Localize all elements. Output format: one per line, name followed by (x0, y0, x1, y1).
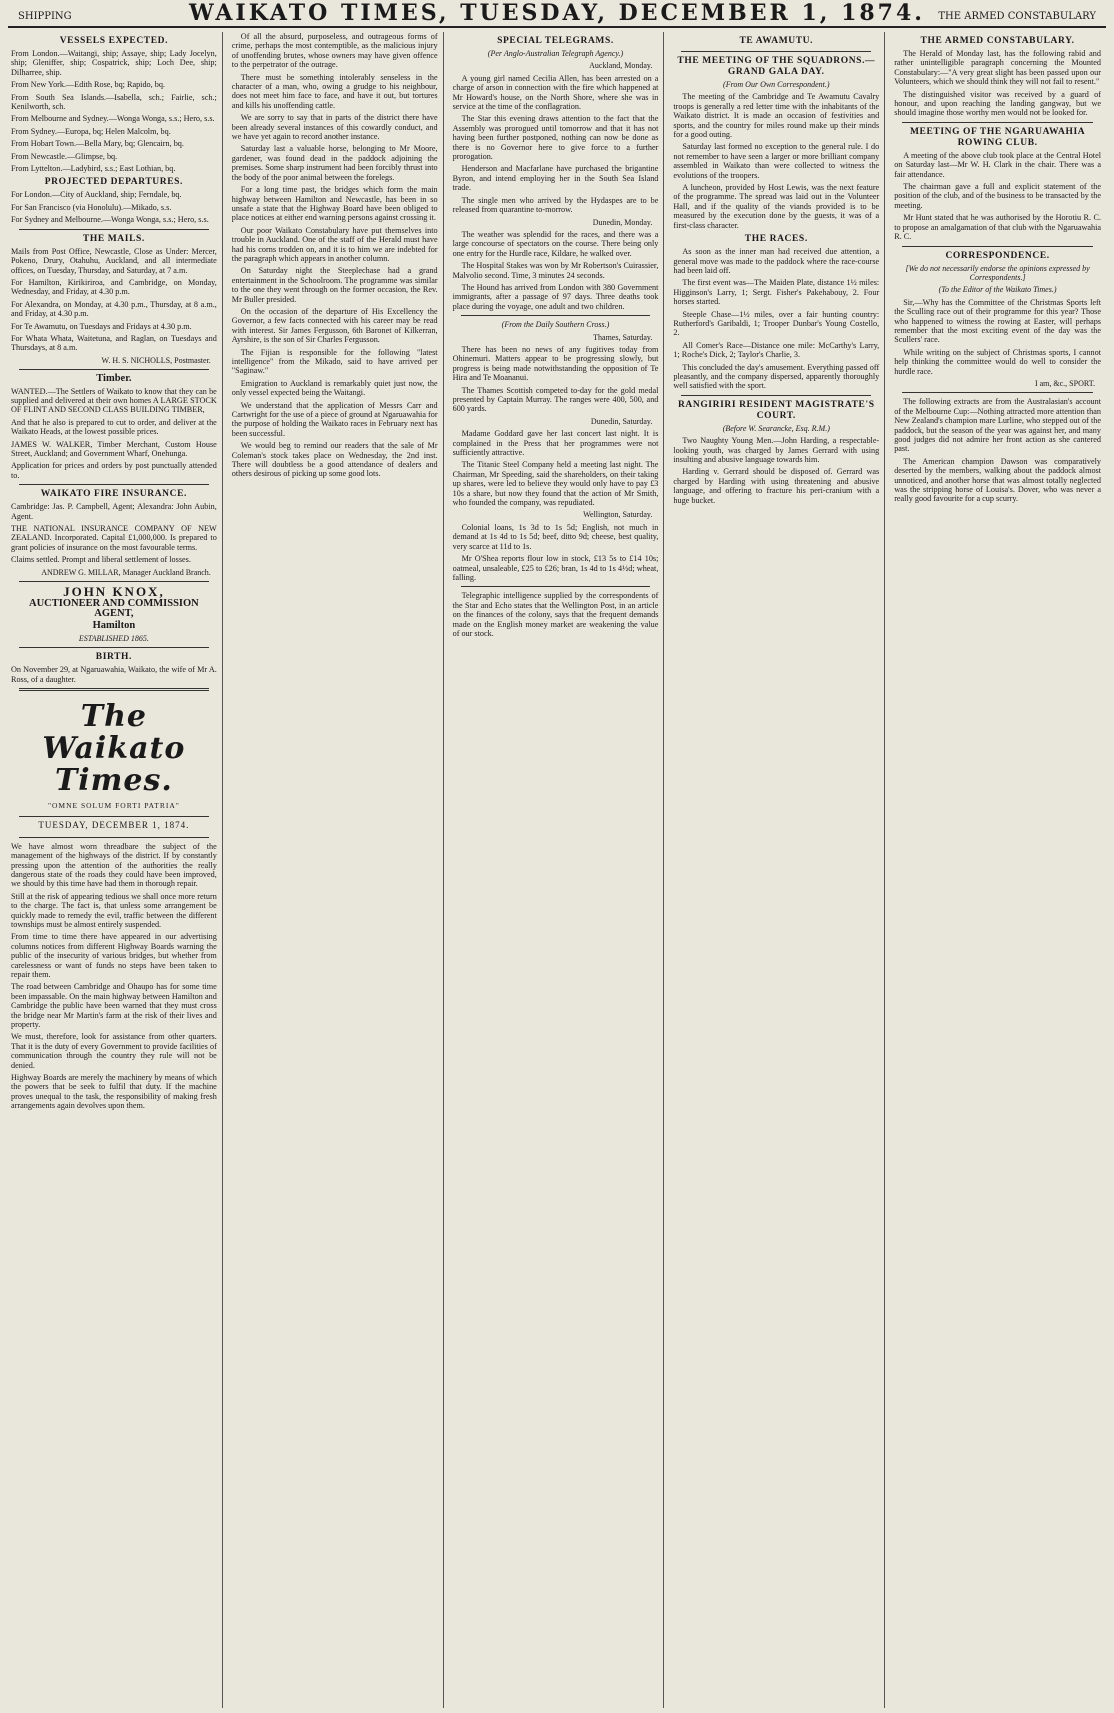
paragraph: For Alexandra, on Monday, at 4.30 p.m., Thursday, at 8 a.m., and Friday, at 4.30 p.m. (11, 299, 217, 319)
paragraph: From South Sea Islands.—Isabella, sch.; Fairlie, sch.; Kenilworth, sch. (11, 92, 217, 112)
dateline-dunedin-2: Dunedin, Saturday. (590, 416, 653, 426)
divider (19, 369, 209, 370)
meeting-report (673, 92, 879, 230)
paragraph: Madame Goddard gave her last concert last night. It is complained in the Press that her programmes were not sufficiently attractive. (452, 429, 659, 458)
paragraph: From time to time there have appeared in our advertising columns notices from different Highway Boards warning the public of the insecurity of various bridges, but whether from carelessness or want of funds no steps have been taken to repair them. (11, 932, 217, 979)
fire-ad (11, 502, 217, 564)
paragraph: Henderson and Macfarlane have purchased the brigantine Byron, and intend employing her in the South Sea Island trade. (452, 164, 659, 193)
paragraph: We must, therefore, look for assistance from other quarters. That it is the duty of every Government to provide facilities of communication through the country they rule will not be denied. (11, 1032, 217, 1070)
wellington-telegrams (453, 523, 659, 582)
paragraph: From Lyttelton.—Ladybird, s.s.; East Lothian, bq. (11, 164, 176, 174)
paragraph: For San Francisco (via Honolulu).—Mikado, s.s. (11, 202, 172, 212)
paragraph: A meeting of the above club took place at the Central Hotel on Saturday last—Mr W. H. Clark in the chair. There was a fair attendance. (894, 150, 1101, 179)
masthead (8, 0, 1106, 28)
constabulary-heading: THE ARMED CONSTABULARY. (920, 36, 1075, 46)
dateline-dunedin: Dunedin, Monday. (592, 217, 653, 227)
columns (8, 32, 1106, 1708)
correspondence-signature: I am, &c., SPORT. (1034, 378, 1095, 388)
knox-established: ESTABLISHED 1865. (78, 633, 149, 643)
paragraph: THE NATIONAL INSURANCE COMPANY OF NEW ZEALAND. Incorporated. Capital £1,000,000. Is prepared to grant policies of insurance on the most favourable terms. (11, 524, 217, 552)
paragraph: We are sorry to say that in parts of the district there have been already several instances of this cowardly conduct, and we have yet again to record another instance. (231, 113, 438, 142)
departures-heading: PROJECTED DEPARTURES. (44, 177, 184, 188)
divider (681, 51, 871, 52)
paragraph: Sir,—Why has the Committee of the Christmas Sports left the Sculling race out of their programme for this year? Those who happened to witness the rowing at Easter, will perhaps remember that the most exciting event of the day was the Scullers' race. (894, 297, 1101, 345)
divider (19, 837, 209, 838)
rowing-heading: MEETING OF THE NGARUAWAHIA ROWING CLUB. (909, 126, 1086, 148)
masthead-right: THE ARMED CONSTABULARY (938, 11, 1096, 22)
sale-notice: We would beg to remind our readers that the sale of Mr Coleman's stock takes place on Wednesday, the 2nd inst. There will doubtless be a good attendance of dealers and others desirous of picking up some good lots. (231, 441, 438, 479)
paragraph: Claims settled. Prompt and liberal settlement of losses. (11, 555, 191, 565)
timber-heading: Timber. (96, 373, 132, 385)
dunedin-telegrams (453, 230, 659, 280)
nameplate: The Waikato Times. (42, 698, 186, 798)
dateline-thames: Thames, Saturday. (593, 332, 653, 342)
paragraph: While writing on the subject of Christmas sports, I cannot help thinking the committee would do well to consider the hurdle race. (894, 347, 1101, 376)
paragraph: JAMES W. WALKER, Timber Merchant, Custom House Street, Auckland; and Government Wharf, Onehunga. (11, 439, 217, 458)
paragraph: From Melbourne and Sydney.—Wonga Wonga, s.s.; Hero, s.s. (11, 114, 215, 124)
leader-article (11, 842, 217, 1111)
knox-line: AUCTIONEER AND COMMISSION AGENT, (29, 598, 199, 619)
local-news (232, 32, 438, 438)
paragraph: A luncheon, provided by Host Lewis, was the next feature of the programme. The spread was laid out in the Volunteer Hall, and if the quality of the viands provided is to be measured by the execution done by the guests, it was of a first-class character. (673, 183, 880, 230)
paragraph: The Star this evening draws attention to the fact that the Assembly was prorogued until tomorrow and that it has not having been further postponed, nothing can now be done as there is no Governor here to give force to a further prorogation. (452, 114, 659, 162)
paragraph: Highway Boards are merely the machinery by means of which the powers that be seek to fulfil that duty. If the machine proves unequal to the task, the responsibility of making fresh arrangements again devolves upon them. (11, 1073, 217, 1111)
paragraph: Emigration to Auckland is remarkably quiet just now, the only vessel expected being the Waitangi. (231, 378, 438, 398)
divider (19, 816, 209, 817)
te-awamutu-heading: TE AWAMUTU. (739, 36, 814, 46)
divider (19, 484, 209, 485)
races-conclusion: This concluded the day's amusement. Everything passed off pleasantly, and the company dispersed, apparently thoroughly well satisfied with the sport. (673, 362, 880, 391)
paragraph: Cambridge: Jas. P. Campbell, Agent; Alexandra: John Aubin, Agent. (11, 502, 217, 521)
paragraph: Still at the risk of appearing tedious we shall once more return to the charge. The fact is, that unless some arrangement be quickly made to remedy the evil, traffic between the different townships must be almost entirely suspended. (11, 891, 217, 929)
paragraph: We have almost worn threadbare the subject of the management of the highways of the district. If by constantly pressing upon the attention of the authorities the really dangerous state of the roads they could have been improved, we should by this time have had them in thorough repair. (11, 841, 217, 889)
paragraph: There has been no news of any fugitives today from Ohinemuri. Matters appear to be progressing slowly, but progress is being made notwithstanding the opposition of Te Hira and Te Moananui. (452, 344, 659, 383)
paragraph: The meeting of the Cambridge and Te Awamutu Cavalry troops is generally a red letter time with the inhabitants of the Waikato district. It is made an occasion of festivities and sports, and the country for miles round make up their minds for a good outing. (673, 92, 880, 140)
paragraph: The road between Cambridge and Ohaupo has for some time been impassable. On the main highway between Hamilton and Cambridge the public have been warned that they must cross the bridge near Mr Martin's farm at the risk of their lives and property. (11, 982, 217, 1030)
mails-heading: THE MAILS. (82, 233, 145, 244)
departures-list (11, 190, 217, 224)
fire-signature: ANDREW G. MILLAR, Manager Auckland Branch. (41, 567, 211, 577)
auckland-telegrams (453, 74, 659, 215)
dateline-wellington: Wellington, Saturday. (583, 510, 653, 520)
paragraph: All Comer's Race—Distance one mile: McCarthy's Larry, 1; Roche's Dick, 2; Taylor's Charlie, 3. (673, 340, 880, 360)
dateline: TUESDAY, DECEMBER 1, 1874. (38, 820, 190, 831)
shipping-heading: VESSELS EXPECTED. (59, 36, 169, 46)
paragraph: Mr O'Shea reports flour low in stock, £13 5s to £14 10s; oatmeal, unsaleable, £25 to £26; bran, 1s 4d to 1s 4½d; wheat, falling. (452, 554, 659, 582)
paragraph: Harding v. Gerrard should be disposed of. Gerrard was charged by Harding with using threatening and abusive language, and offering to fracture his peri-cranium with a huge bucket. (673, 467, 880, 505)
column-1 (8, 32, 223, 1708)
paragraph: Saturday last formed no exception to the general rule. I do not remember to have seen a larger or more brilliant company assembled in Waikato than were collected to witness the evolutions of the troopers. (673, 142, 880, 180)
paragraph: The distinguished visitor was received by a guard of honour, and upon reaching the landing gangway, but we should imagine those worthy men would not be looked for. (894, 89, 1101, 118)
paragraph: The single men who arrived by the Hydaspes are to be released from quarantine to-morrow. (452, 195, 659, 215)
constabulary-article (894, 49, 1101, 118)
thames-telegrams (453, 345, 659, 414)
divider (19, 581, 209, 582)
races-report (673, 247, 879, 359)
divider (19, 229, 209, 230)
meeting-source: (From Our Own Correspondent.) (723, 80, 830, 89)
divider (902, 122, 1093, 123)
paragraph: The weather was splendid for the races, and there was a large concourse of spectators on the course. There being only one entry for the Hurdle race, Kildare, he walked over. (452, 229, 659, 258)
correspondence-heading: CORRESPONDENCE. (945, 250, 1050, 261)
masthead-title: WAIKATO TIMES, TUESDAY, DECEMBER 1, 1874. (189, 0, 925, 26)
paragraph: Two Naughty Young Men.—John Harding, a respectable-looking youth, was charged by James Gerrard with using insulting and abusive language towards him. (673, 436, 880, 464)
court-magistrate: (Before W. Searancke, Esq. R.M.) (722, 423, 830, 433)
paragraph: For Hamilton, Kirikiriroa, and Cambridge, on Monday, Wednesday, and Friday, at 4.30 p.m. (11, 277, 217, 297)
paragraph: On the occasion of the departure of His Excellency the Governor, a few facts connected with his career may be read with interest. Sir James Fergusson, 6th Baronet of Kilkerran, Ayrshire, is the son of Sir Charles Fergusson. (231, 306, 438, 345)
paragraph: From Newcastle.—Glimpse, bq. (11, 151, 118, 161)
birth-heading: BIRTH. (95, 652, 133, 663)
masthead-left: SHIPPING (18, 11, 72, 22)
divider (461, 586, 651, 587)
column-3 (450, 32, 665, 1708)
column-5 (891, 32, 1106, 1708)
timber-ad (11, 387, 217, 481)
court-heading: RANGIRIRI RESIDENT MAGISTRATE'S COURT. (677, 399, 875, 421)
paragraph: The American champion Dawson was comparatively deserted by the members, walking about the paddock almost unnoticed, and another horse that was almost totally neglected was the stripping horse of Louisa's. Dover, who was never a really good favourite for a cup scurry. (894, 456, 1101, 504)
paragraph: Mails from Post Office, Newcastle, Close as Under: Mercer, Pokeno, Drury, Otahuhu, Auckland, and all intermediate offices, on Tuesday, Thursday, and Saturday, at 7 a.m. (11, 246, 217, 275)
divider (681, 395, 871, 396)
paragraph: The Fijian is responsible for the following "latest intelligence" from the Mikado, said to have arrived per "Saginaw." (231, 347, 438, 376)
birth-notice: On November 29, at Ngaruawahia, Waikato, the wife of Mr A. Ross, of a daughter. (11, 665, 217, 684)
motto: "OMNE SOLUM FORTI PATRIA" (47, 800, 180, 810)
paragraph: For Whata Whata, Waitetuna, and Raglan, on Tuesdays and Thursdays, at 8 a.m. (11, 333, 217, 353)
cross-heading: (From the Daily Southern Cross.) (501, 320, 610, 330)
paragraph: For a long time past, the bridges which form the main highway between Hamilton and Newcastle, has been in so unsafe a state that the Highway Board have been obliged to place notices at either end warning persons against crossing it. (231, 185, 438, 223)
paragraph: There must be something intolerably senseless in the character of a man, who, owing a grudge to his neighbour, does not meet him face to face, and have it out, but tortures and kills his unoffending cattle. (231, 72, 438, 110)
divider (902, 246, 1093, 247)
paragraph: From New York.—Edith Rose, bq; Rapido, bq. (11, 80, 165, 90)
column-2 (229, 32, 444, 1708)
column-4 (670, 32, 885, 1708)
telegrams-heading: SPECIAL TELEGRAMS. (497, 36, 614, 46)
paragraph: From London.—Waitangi, ship; Assaye, ship; Lady Jocelyn, ship; Gleniffer, ship; Cospatrick, ship; Loch Dee, ship; Dilharree, ship. (11, 49, 217, 77)
telegrams-source: (Per Anglo-Australian Telegraph Agency.) (487, 49, 624, 58)
knox-name: JOHN KNOX, (63, 584, 165, 600)
paragraph: Our poor Waikato Constabulary have put themselves into trouble in Auckland. One of the staff of the Herald must have had his corns trodden on, and it is to him we are indebted for the paragraph which appears in another column. (231, 225, 438, 263)
hound-arrival: The Hound has arrived from London with 380 Government immigrants, after a passage of 97 days. Three deaths took place during the voyage, one adult and two children. (452, 282, 659, 311)
paragraph: The Hospital Stakes was won by Mr Robertson's Cuirassier, Malvolio second. Time, 3 minutes 24 seconds. (452, 261, 659, 280)
shipping-list (11, 49, 217, 173)
paragraph: For London.—City of Auckland, ship; Ferndale, bq. (11, 190, 182, 200)
dateline-auckland: Auckland, Monday. (589, 61, 653, 71)
knox-town: Hamilton (92, 620, 136, 632)
divider (19, 647, 209, 648)
paragraph: Steeple Chase—1½ miles, over a fair hunting country: Rutherford's Garibaldi, 1; Trooper Dunbar's Young Costello, 2. (673, 309, 880, 338)
correspondence-disclaimer: [We do not necessarily endorse the opinions expressed by Correspondents.] (905, 263, 1090, 282)
paragraph: Mr Hunt stated that he was authorised by the Horotiu R. C. to propose an amalgamation of that club with the Ngaruawahia R. C. (894, 213, 1101, 242)
paragraph: For Sydney and Melbourne.—Wonga Wonga, s.s.; Hero, s.s. (11, 215, 209, 225)
fire-heading: WAIKATO FIRE INSURANCE. (40, 489, 187, 500)
court-report (673, 436, 879, 505)
correspondence-address: (To the Editor of the Waikato Times.) (938, 285, 1057, 295)
paragraph: The Thames Scottish competed to-day for the gold medal presented by Captain Murray. The ranges were 400, 500, and 600 yards. (452, 385, 659, 414)
meeting-heading: THE MEETING OF THE SQUADRONS.—GRAND GALA DAY. (677, 56, 876, 77)
divider (902, 392, 1093, 393)
dunedin-telegrams-2 (453, 429, 659, 507)
paragraph: From Hobart Town.—Bella Mary, bq; Glencairn, bq. (11, 139, 184, 149)
paragraph: Application for prices and orders by post punctually attended to. (11, 461, 217, 480)
mails-signature: W. H. S. NICHOLLS, Postmaster. (101, 355, 211, 365)
mails-list (11, 247, 217, 353)
paragraph: As soon as the inner man had received due attention, a general move was made to the paddock where the race-course had been laid off. (673, 247, 880, 275)
paragraph: Colonial loans, 1s 3d to 1s 5d; English, not much in demand at 1s 4d to 1s 5d; beef, ditto 9d; cheese, best quality, very scarce at 11d to 1s. (452, 522, 659, 551)
divider (461, 315, 651, 316)
paragraph: The chairman gave a full and explicit statement of the position of the club, and of the business to be transacted by the meeting. (894, 182, 1101, 210)
paragraph: WANTED.—The Settlers of Waikato to know that they can be supplied and delivered at their own homes A LARGE STOCK OF FLINT AND SECOND CLASS BUILDING TIMBER, (11, 386, 217, 415)
paragraph: Saturday last a valuable horse, belonging to Mr Moore, gardener, was found dead in the paddock adjoining the premises. Some sharp instrument had been forcibly thrust into the body of the poor animal between the forelegs. (231, 144, 438, 182)
divider (19, 688, 209, 691)
paragraph: For Te Awamutu, on Tuesdays and Fridays at 4.30 p.m. (11, 321, 192, 331)
rowing-report (894, 151, 1101, 242)
paragraph: From Sydney.—Europa, bq; Helen Malcolm, bq. (11, 126, 171, 136)
paragraph: We understand that the application of Messrs Carr and Cartwright for the use of a piece of ground at Ngaruawahia for the purpose of holding the Waikato races in February next has been successful. (231, 400, 438, 438)
correspondence-letter (894, 298, 1101, 376)
paragraph: On Saturday night the Steeplechase had a grand entertainment in the Schoolroom. The programme was similar to the one they went through on the former occasion, the Rev. Mr Buller presided. (231, 266, 438, 304)
paragraph: The following extracts are from the Australasian's account of the Melbourne Cup:—Nothing attracted more attention than New Zealand's champion mare Lurline, who stepped out of the paddock, but the season of the year was against her, and many good judges did not admire her front action as she cantered past. (894, 397, 1101, 454)
paragraph: Of all the absurd, purposeless, and outrageous forms of crime, perhaps the most contemptible, as the malicious injury of unoffending brutes, whose owners may have given offence to the perpetrator of the outrage. (231, 32, 438, 70)
telegraph-note: Telegraphic intelligence supplied by the correspondents of the Star and Echo states that the Wellington Post, in an article on the finances of the colony, says that the frequent demands made on the English money market are weakening the value of our stock. (452, 591, 659, 638)
paragraph: The Titanic Steel Company held a meeting last night. The Chairman, Mr Speeding, said the shareholders, on their taking up shares, were led to believe they would only have to pay £3 10s a share, but now they found that the action of Mr Smith, who founded the company, was repudiated. (452, 460, 659, 508)
melbourne-cup-extract (894, 397, 1101, 503)
paragraph: And that he also is prepared to cut to order, and deliver at the Waikato Heads, at the lowest possible prices. (11, 417, 217, 437)
paragraph: The first event was—The Maiden Plate, distance 1½ miles: Higginson's Larry, 1; Sergt. Fisher's Pakehabouy, 2. Four horses started. (673, 278, 880, 307)
paragraph: The Herald of Monday last, has the following rabid and rather unintelligible paragraph concerning the Mounted Constabulary:—"A very great slight has been passed upon our Volunteers, which we should think they will not fail to resent." (894, 49, 1101, 87)
races-heading: THE RACES. (744, 234, 808, 245)
paragraph: A young girl named Cecilia Allen, has been arrested on a charge of arson in connection with the fire which happened at Mr Howard's house, on the North Shore, where she was in service at the time of the conflagration. (452, 73, 659, 112)
